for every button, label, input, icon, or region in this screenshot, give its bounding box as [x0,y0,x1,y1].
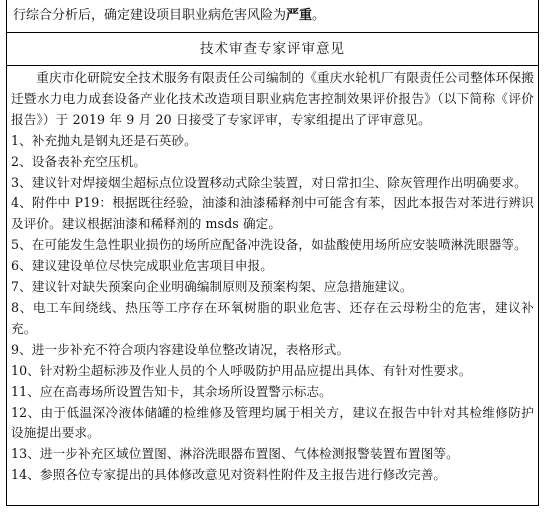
opinion-item: 10、针对粉尘超标涉及作业人员的个人呼吸防护用品应提出具体、有针对性要求。 [11,362,472,378]
opinion-item: 2、设备表补充空压机。 [11,153,147,169]
intro-paragraph: 重庆市化研院安全技术服务有限责任公司编制的《重庆水轮机厂有限责任公司整体环保搬迁暨水力电力成套设备产业化技术改造项目职业病危害控制效果评价报告》（以下简称《评价报告》）于 2019 年 9 月 20 日接受了专家评审，专家组提出了评审意见。 [11,70,534,127]
opinion-item: 5、在可能发生急性职业损伤的场所应配备冲洗设备，如盐酸使用场所应安装喷淋洗眼器等。 [11,237,527,253]
opinion-item: 13、进一步补充区域位置图、淋浴洗眼器布置图、气体检测报警装置布置图等。 [11,446,459,462]
document-table [6,0,539,506]
conclusion-row [7,0,538,33]
opinion-list [11,131,534,486]
opinion-item: 4、附件中 P19：根据既往经验，油漆和油漆稀释剂中可能含有苯，因此本报告对苯进行辨识及评价。建议根据油漆和稀释剂的 msds 确定。 [11,195,534,232]
opinion-item: 3、建议针对焊接烟尘超标点位设置移动式除尘装置，对日常扣尘、除灰管理作出明确要求。 [11,174,527,190]
opinion-item: 9、进一步补充不符合项内容建设单位整改请况，表格形式。 [11,341,350,357]
conclusion-text: 行综合分析后，确定建设项目职业病危害风险为 [13,8,287,23]
opinion-item: 12、由于低温深冷液体储罐的检维修及管理均属于相关方，建议在报告中针对其检维修防护设施提出要求。 [11,404,534,441]
opinion-item: 8、电工车间绕线、热压等工序存在环氧树脂的职业危害、还存在云母粉尘的危害，建议补充。 [11,299,534,336]
section-title: 技术审查专家评审意见 [7,33,538,66]
review-opinions [7,66,538,486]
conclusion-end: 。 [312,8,326,23]
opinion-item: 7、建议针对缺失预案向企业明确编制原则及预案构架、应急措施建议。 [11,279,413,295]
risk-level: 严重 [286,8,313,23]
opinion-item: 14、参照各位专家提出的具体修改意见对资料性附件及主报告进行修改完善。 [11,467,447,483]
opinion-item: 6、建议建设单位尽快完成职业危害项目申报。 [11,258,273,274]
opinion-item: 11、应在高毒场所设置告知卡，其余场所设置警示标志。 [11,383,332,399]
opinion-item: 1、补充抛丸是钢丸还是石英砂。 [11,132,197,148]
